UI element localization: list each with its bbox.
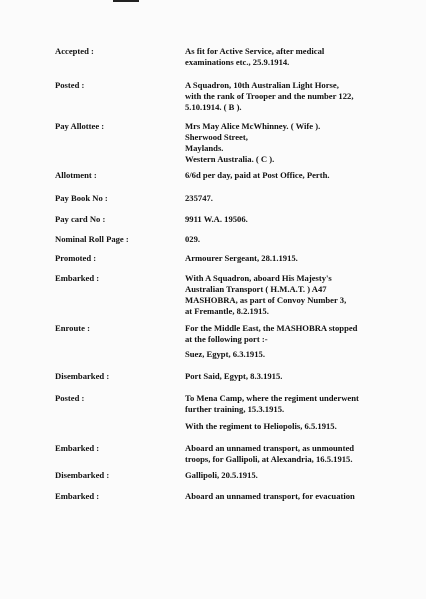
value-line: Maylands. [185, 143, 224, 153]
value-line: at the following port :- [185, 334, 268, 344]
value-line: examinations etc., 25.9.1914. [185, 57, 290, 67]
value-line: 029. [185, 234, 201, 244]
field-label: Pay Book No : [55, 193, 108, 203]
field-value [185, 80, 405, 113]
value-line: Sherwood Street, [185, 132, 248, 142]
value-line: Port Said, Egypt, 8.3.1915. [185, 371, 283, 381]
field-value [185, 46, 405, 68]
value-line: Suez, Egypt, 6.3.1915. [185, 349, 265, 359]
field-label: Posted : [55, 80, 85, 90]
field-value [185, 421, 405, 432]
value-line: Aboard an unnamed transport, as unmounted [185, 443, 355, 453]
value-line: further training, 15.3.1915. [185, 404, 285, 414]
value-line: Western Australia. ( C ). [185, 154, 275, 164]
field-value [185, 443, 405, 465]
value-line: Aboard an unnamed transport, for evacuation [185, 491, 355, 501]
field-value [185, 253, 405, 264]
value-line: Gallipoli, 20.5.1915. [185, 470, 258, 480]
field-value [185, 170, 405, 181]
value-line: 9911 W.A. 19506. [185, 214, 248, 224]
field-label: Accepted : [55, 46, 94, 56]
field-value [185, 349, 405, 360]
field-value [185, 214, 405, 225]
field-value [185, 491, 405, 502]
field-value [185, 273, 405, 317]
value-line: MASHOBRA, as part of Convoy Number 3, [185, 295, 347, 305]
value-line: A Squadron, 10th Australian Light Horse, [185, 80, 339, 90]
value-line: 235747. [185, 193, 213, 203]
value-line: 5.10.1914. ( B ). [185, 102, 242, 112]
field-label: Pay Allottee : [55, 121, 105, 131]
field-label: Promoted : [55, 253, 97, 263]
value-line: With A Squadron, aboard His Majesty's [185, 273, 332, 283]
field-label: Posted : [55, 393, 85, 403]
value-line: 6/6d per day, paid at Post Office, Perth. [185, 170, 330, 180]
value-line: Mrs May Alice McWhinney. ( Wife ). [185, 121, 321, 131]
value-line: at Fremantle, 8.2.1915. [185, 306, 269, 316]
field-label: Nominal Roll Page : [55, 234, 129, 244]
value-line: To Mena Camp, where the regiment underwent [185, 393, 359, 403]
field-value [185, 470, 405, 481]
value-line: As fit for Active Service, after medical [185, 46, 325, 56]
field-label: Disembarked : [55, 371, 110, 381]
value-line: For the Middle East, the MASHOBRA stopped [185, 323, 358, 333]
value-line: With the regiment to Heliopolis, 6.5.1915. [185, 421, 337, 431]
field-value [185, 193, 405, 204]
field-label: Embarked : [55, 443, 100, 453]
field-value [185, 371, 405, 382]
field-value [185, 323, 405, 345]
field-label: Pay card No : [55, 214, 106, 224]
field-label: Allotment : [55, 170, 97, 180]
field-value [185, 121, 405, 165]
field-label: Embarked : [55, 273, 100, 283]
value-line: Australian Transport ( H.M.A.T. ) A47 [185, 284, 327, 294]
value-line: Armourer Sergeant, 28.1.1915. [185, 253, 298, 263]
scan-edge-mark [113, 0, 139, 2]
field-value [185, 393, 405, 415]
field-value [185, 234, 405, 245]
field-label: Disembarked : [55, 470, 110, 480]
field-label: Embarked : [55, 491, 100, 501]
field-label: Enroute : [55, 323, 90, 333]
value-line: with the rank of Trooper and the number 122, [185, 91, 354, 101]
value-line: troops, for Gallipoli, at Alexandria, 16.5.1915. [185, 454, 353, 464]
